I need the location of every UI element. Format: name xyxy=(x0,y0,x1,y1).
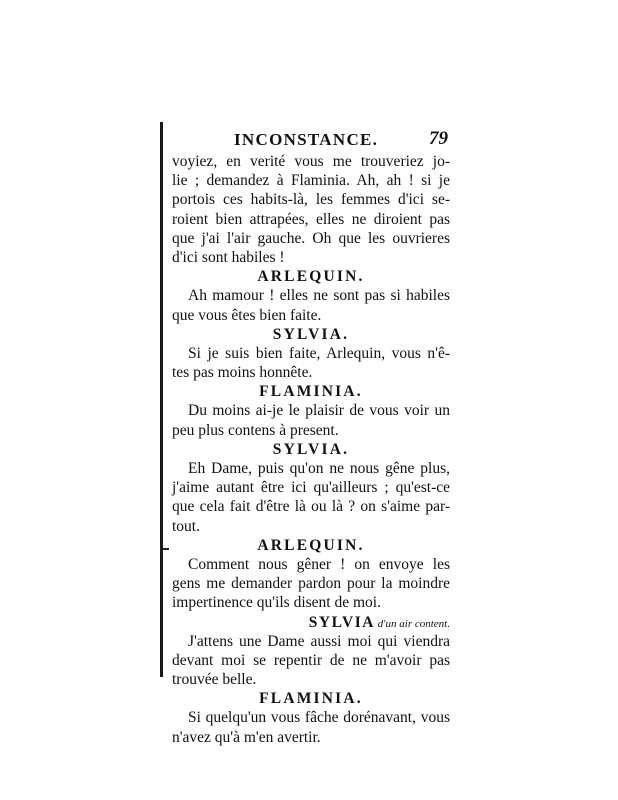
margin-mark xyxy=(163,548,169,550)
text-line: que j'ai l'air gauche. Oh que les ouvrieres xyxy=(172,229,450,247)
text-line: J'attens une Dame aussi moi qui viendra xyxy=(188,632,450,650)
text-line: portois ces habits-là, les femmes d'ici se- xyxy=(172,191,450,209)
stage-direction: d'un air content. xyxy=(374,617,450,630)
text-line: j'aime autant être ici qu'ailleurs ; qu'est-ce xyxy=(172,479,450,497)
speaker-name xyxy=(172,267,450,286)
text-line: Si je suis bien faite, Arlequin, vous n'ê- xyxy=(188,344,450,362)
text-line: tes pas moins honnête. xyxy=(172,364,313,382)
text-line: Ah mamour ! elles ne sont pas si habiles xyxy=(188,287,450,305)
running-header xyxy=(172,130,450,152)
text-line: lie ; demandez à Flaminia. Ah, ah ! si je xyxy=(172,172,450,190)
text-line: devant moi se repentir de ne m'avoir pas xyxy=(172,651,450,669)
text-line: impertinence qu'ils disent de moi. xyxy=(172,594,381,612)
text-line: que cela fait d'être là ou là ? on s'aime par- xyxy=(172,498,450,516)
page-text xyxy=(172,130,450,747)
speaker-name xyxy=(172,689,450,708)
text-line: d'ici sont habiles ! xyxy=(172,248,285,266)
running-title: INCONSTANCE. xyxy=(234,130,379,149)
dialogue-content xyxy=(172,152,450,747)
page-number: 79 xyxy=(429,128,448,149)
speaker-label: SYLVIA. xyxy=(272,325,350,343)
speaker-label: SYLVIA xyxy=(308,613,375,631)
speaker-name xyxy=(172,440,450,459)
text-line: tout. xyxy=(172,517,200,535)
text-line: peu plus contens à present. xyxy=(172,421,339,439)
speaker-label: ARLEQUIN. xyxy=(257,536,365,554)
text-line: Comment nous gêner ! on envoye les xyxy=(188,555,450,573)
speaker-name xyxy=(172,382,450,401)
speaker-name xyxy=(172,613,450,632)
page-gutter-line xyxy=(160,122,163,677)
text-line: Si quelqu'un vous fâche dorénavant, vous xyxy=(188,709,450,727)
speaker-label: FLAMINIA. xyxy=(259,690,363,708)
text-line: roient bien attrapées, elles ne diroient pas xyxy=(172,210,450,228)
text-line: trouvée belle. xyxy=(172,671,257,689)
text-line: voyiez, en verité vous me trouveriez jo- xyxy=(172,153,450,170)
speaker-name xyxy=(172,536,450,555)
text-line: Du moins ai-je le plaisir de vous voir un xyxy=(188,402,450,420)
speaker-label: FLAMINIA. xyxy=(259,383,363,401)
text-line: Eh Dame, puis qu'on ne nous gêne plus, xyxy=(188,460,450,477)
text-line: n'avez qu'à m'en avertir. xyxy=(172,728,321,746)
text-line: que vous êtes bien faite. xyxy=(172,306,322,324)
speaker-label: SYLVIA. xyxy=(272,440,350,458)
speaker-label: ARLEQUIN. xyxy=(257,268,365,286)
speaker-name xyxy=(172,325,450,344)
text-line: gens me demander pardon pour la moindre xyxy=(172,575,450,593)
